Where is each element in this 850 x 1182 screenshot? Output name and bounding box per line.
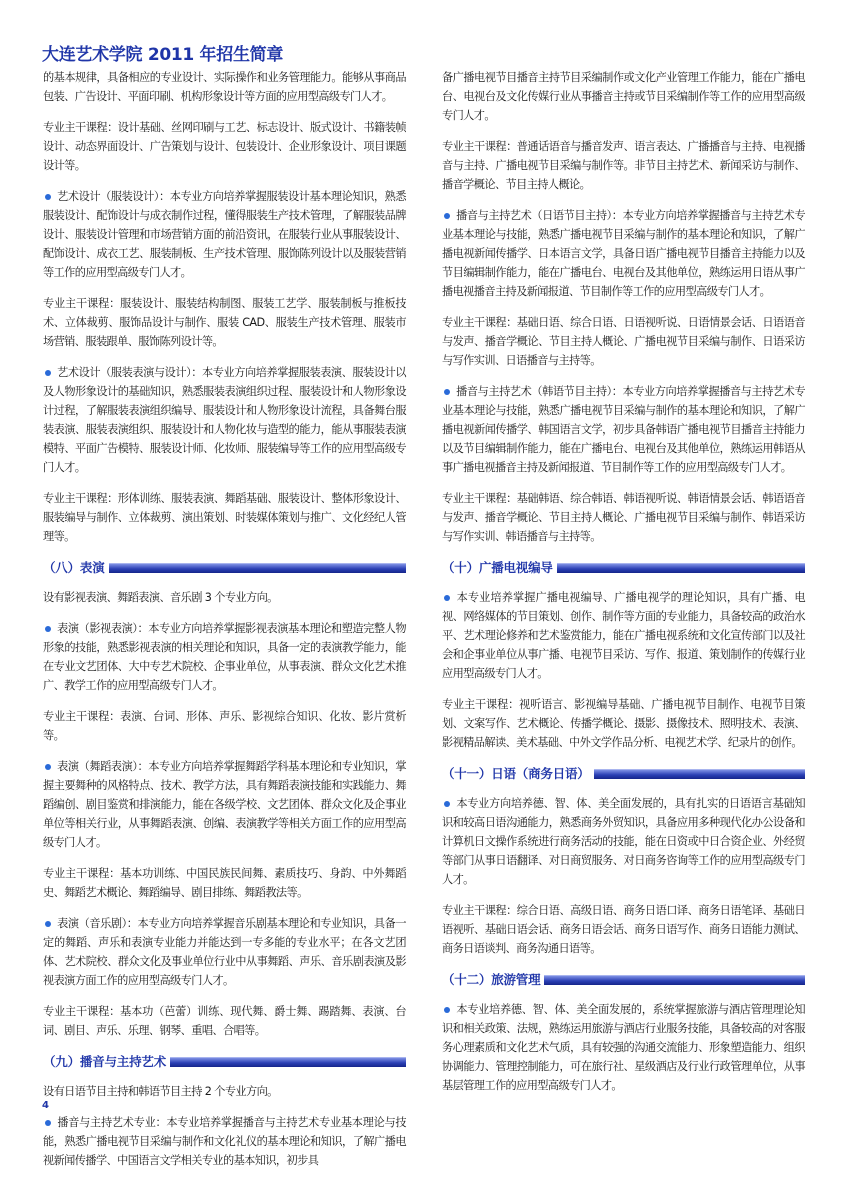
section-heading-12	[442, 970, 805, 988]
bullet-icon	[444, 595, 450, 601]
section-heading-9	[43, 1052, 406, 1070]
paragraph: 专业主干课程：综合日语、高级日语、商务日语口译、商务日语笔译、基础日语视听、基础日语会话、商务日语会话、商务日语写作、商务日语能力测试、商务日语谈判、商务沟通日语等。	[442, 904, 805, 955]
paragraph-text: 表演（舞蹈表演）：本专业方向培养掌握舞蹈学科基本理论和专业知识，掌握主要舞种的风格特点、技术、教学方法，具有舞蹈表演技能和实践能力、舞蹈编创、剧目鉴赏和排演能力，能在各级学校、文艺团体、群众文化及企事业单位等相关行业，从事舞蹈表演、创编、表演教学等相关方面工作的应用型高级专门人才。	[43, 760, 406, 849]
section-heading-10	[442, 558, 805, 576]
bullet-paragraph	[442, 588, 805, 683]
paragraph: 专业主干课程：基本功训练、中国民族民间舞、素质技巧、身韵、中外舞蹈史、舞蹈艺术概论、舞蹈编导、剧目排练、舞蹈教法等。	[43, 867, 406, 899]
paragraph: 专业主干课程：设计基础、丝网印刷与工艺、标志设计、版式设计、书籍装帧设计、动态界面设计、广告策划与设计、包装设计、企业形象设计、项目课题设计等。	[43, 121, 406, 172]
bullet-icon	[45, 1120, 51, 1126]
section-heading-label: （十）广播电视编导	[442, 560, 553, 575]
paragraph: 专业主干课程：形体训练、服装表演、舞蹈基础、服装设计、整体形象设计、服装编导与制作、立体裁剪、演出策划、时装媒体策划与推广、文化经纪人管理等。	[43, 492, 406, 543]
paragraph: 专业主干课程：基础日语、综合日语、日语视听说、日语情景会话、日语语音与发声、播音学概论、节目主持人概论、广播电视节目采编与制作、日语采访与写作实训、日语播音与主持等。	[442, 316, 805, 367]
bullet-paragraph	[43, 914, 406, 990]
section-heading-label: （十一）日语（商务日语）	[442, 766, 590, 781]
section-heading-bar	[557, 563, 805, 573]
section-heading-bar	[170, 1057, 406, 1067]
bullet-paragraph	[43, 187, 406, 282]
section-heading-11	[442, 764, 805, 782]
bullet-icon	[45, 626, 51, 632]
right-column	[442, 68, 805, 1107]
left-column	[43, 68, 406, 1182]
bullet-paragraph	[442, 794, 805, 889]
section-heading-8	[43, 558, 406, 576]
paragraph-text: 艺术设计（服装设计）：本专业方向培养掌握服装设计基本理论知识，熟悉服装设计、配饰设计与成衣制作过程，懂得服装生产技术管理，了解服装品牌设计、服装设计管理和市场营销方面的前沿资讯，在服装行业从事服装设计、配饰设计、成衣工艺、服装制板、生产技术管理、服饰陈列设计以及服装营销等工作的应用型高级专门人才。	[43, 190, 406, 279]
paragraph: 专业主干课程：基础韩语、综合韩语、韩语视听说、韩语情景会话、韩语语音与发声、播音学概论、节目主持人概论、广播电视节目采编与制作、韩语采访与写作实训、韩语播音与主持等。	[442, 492, 805, 543]
bullet-icon	[45, 194, 51, 200]
bullet-paragraph	[442, 382, 805, 477]
bullet-icon	[45, 764, 51, 770]
paragraph: 专业主干课程：视听语言、影视编导基础、广播电视节目制作、电视节目策划、文案写作、艺术概论、传播学概论、摄影、摄像技术、照明技术、表演、影视精品解读、美术基础、中外文学作品分析、电视艺术学、纪录片的创作。	[442, 698, 805, 749]
paragraph-text: 艺术设计（服装表演与设计）：本专业方向培养掌握服装表演、服装设计以及人物形象设计的基础知识，熟悉服装表演组织过程、服装设计和人物形象设计过程，了解服装表演组织编导、服装设计和人物形象设计流程，具备舞台服装表演、服装表演组织、服装设计和人物化妆与造型的能力，能从事服装表演模特、平面广告模特、服装设计师、化妆师、服装编导等工作的应用型高级专门人才。	[43, 366, 406, 474]
paragraph-text: 本专业方向培养德、智、体、美全面发展的，具有扎实的日语语言基础知识和较高日语沟通能力，熟悉商务外贸知识，具备应用多种现代化办公设备和计算机日文操作系统进行商务活动的技能，能在日资或中日合资企业、外经贸等部门从事日语翻译、对日商贸服务、对日商务咨询等工作的应用型高级专门人才。	[442, 797, 805, 886]
section-heading-label: （十二）旅游管理	[442, 972, 541, 987]
bullet-icon	[45, 921, 51, 927]
paragraph-text: 本专业培养掌握广播电视编导、广播电视学的理论知识，具有广播、电视、网络媒体的节目策划、创作、制作等方面的专业能力，具备较高的政治水平、艺术理论修养和艺术鉴赏能力，能在广播电视系统和文化宣传部门以及社会和企事业单位从事广播、电视节目采访、写作、报道、策划制作的传媒行业应用型高级专门人才。	[442, 591, 805, 680]
paragraph: 设有影视表演、舞蹈表演、音乐剧 3 个专业方向。	[43, 591, 278, 604]
section-heading-bar	[544, 975, 805, 985]
paragraph-text: 播音与主持艺术（日语节目主持）：本专业方向培养掌握播音与主持艺术专业基本理论与技能，熟悉广播电视节目采编与制作的基本理论和知识，了解广播电视新闻传播学、日本语言文学，具备日语广播电视节目播音主持能力以及节目编辑制作能力，能在广播电台、电视台及其他单位，熟练运用日语从事广播电视播音主持及新闻报道、节目制作等工作的应用型高级专门人才。	[442, 209, 805, 298]
paragraph: 专业主干课程：普通话语音与播音发声、语言表达、广播播音与主持、电视播音与主持、广播电视节目采编与制作等。非节目主持艺术、新闻采访与制作、播音学概论、节目主持人概论。	[442, 140, 805, 191]
page-number: 4	[42, 1100, 49, 1111]
section-heading-label: （八）表演	[43, 560, 105, 575]
paragraph: 备广播电视节目播音主持节目采编制作或文化产业管理工作能力，能在广播电台、电视台及文化传媒行业从事播音主持或节目采编制作等工作的应用型高级专门人才。	[442, 71, 805, 122]
bullet-paragraph	[43, 363, 406, 477]
bullet-paragraph	[442, 206, 805, 301]
paragraph: 的基本规律，具备相应的专业设计、实际操作和业务管理能力。能够从事商品包装、广告设计、平面印刷、机构形象设计等方面的应用型高级专门人才。	[43, 71, 406, 103]
bullet-icon	[444, 213, 450, 219]
bullet-paragraph	[43, 619, 406, 695]
section-heading-bar	[109, 563, 406, 573]
paragraph: 专业主干课程：表演、台词、形体、声乐、影视综合知识、化妆、影片赏析等。	[43, 710, 406, 742]
bullet-icon	[444, 1007, 450, 1013]
page-header-title: 大连艺术学院 2011 年招生简章	[42, 45, 284, 65]
paragraph: 设有日语节目主持和韩语节目主持 2 个专业方向。	[43, 1085, 278, 1098]
paragraph-text: 表演（影视表演）：本专业方向培养掌握影视表演基本理论和塑造完整人物形象的技能，熟悉影视表演的相关理论和知识，具备一定的表演教学能力，能在专业文艺团体、大中专艺术院校、企事业单位，从事表演、群众文化艺术推广、教学工作的应用型高级专门人才。	[43, 622, 406, 692]
paragraph-text: 播音与主持艺术专业：本专业培养掌握播音与主持艺术专业基本理论与技能，熟悉广播电视节目采编与制作和文化礼仪的基本理论和知识，了解广播电视新闻传播学、中国语言文学相关专业的基本知识，初步具	[43, 1116, 406, 1167]
section-heading-bar	[594, 769, 805, 779]
paragraph: 专业主干课程：基本功（芭蕾）训练、现代舞、爵士舞、踢踏舞、表演、台词、剧目、声乐、乐理、钢琴、重唱、合唱等。	[43, 1005, 406, 1037]
paragraph: 专业主干课程：服装设计、服装结构制图、服装工艺学、服装制板与推板技术、立体裁剪、服饰品设计与制作、服装 CAD、服装生产技术管理、服装市场营销、服装跟单、服饰陈列设计等。	[43, 297, 406, 348]
bullet-paragraph	[43, 1113, 406, 1170]
paragraph-text: 本专业培养德、智、体、美全面发展的，系统掌握旅游与酒店管理理论知识和相关政策、法规，熟练运用旅游与酒店行业服务技能，具备较高的对客服务心理素质和文化艺术气质，具有较强的沟通交流能力、形象塑造能力、组织协调能力、管理控制能力，可在旅行社、星级酒店及行业行政管理单位，从事基层管理工作的应用型高级专门人才。	[442, 1003, 805, 1092]
paragraph-text: 播音与主持艺术（韩语节目主持）：本专业方向培养掌握播音与主持艺术专业基本理论与技能，熟悉广播电视节目采编与制作的基本理论和知识，了解广播电视新闻传播学、韩国语言文学，初步具备韩语广播电视节目播音主持能力以及节目编辑制作能力，能在广播电台、电视台及其他单位，熟练运用韩语从事广播电视播音主持及新闻报道、节目制作等工作的应用型高级专门人才。	[442, 385, 805, 474]
bullet-paragraph	[442, 1000, 805, 1095]
bullet-icon	[444, 801, 450, 807]
paragraph-text: 表演（音乐剧）：本专业方向培养掌握音乐剧基本理论和专业知识，具备一定的舞蹈、声乐和表演专业能力并能达到一专多能的专业水平；在各文艺团体、艺术院校、群众文化及事业单位行业中从事舞蹈、声乐、音乐剧表演及影视表演方面工作的应用型高级专门人才。	[43, 917, 406, 987]
bullet-icon	[45, 370, 51, 376]
bullet-icon	[444, 389, 450, 395]
bullet-paragraph	[43, 757, 406, 852]
section-heading-label: （九）播音与主持艺术	[43, 1054, 167, 1069]
